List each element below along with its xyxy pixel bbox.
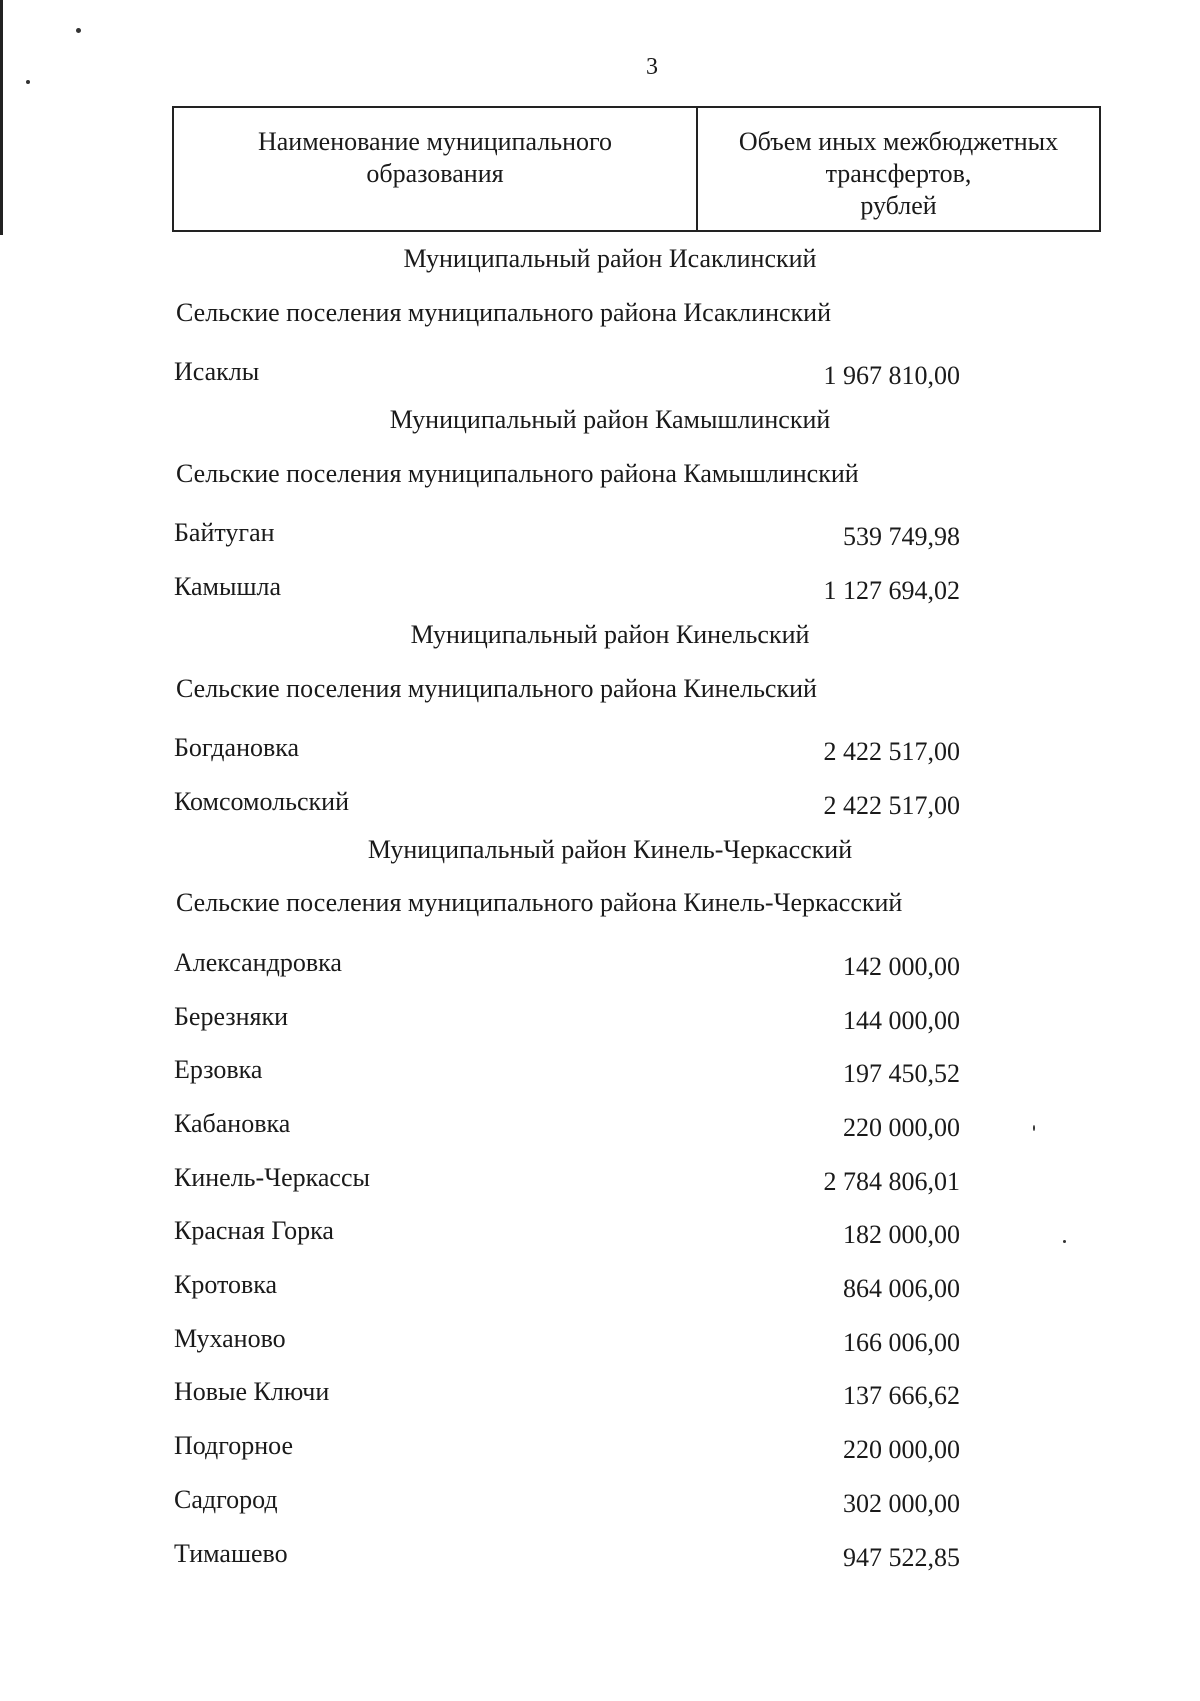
transfer-amount: 144 000,00 [843,1005,960,1035]
table-row [0,1099,1200,1153]
transfer-amount: 539 749,98 [843,522,960,552]
settlement-name: Кабановка [174,1109,291,1138]
settlement-name: Муханово [174,1323,286,1353]
settlement-name: Александровка [174,947,342,977]
amount-column-header-line: трансфертов, [825,159,972,188]
settlement-name: Ерзовка [174,1055,263,1085]
settlement-name: Тимашево [174,1538,288,1568]
transfer-amount: 166 006,00 [843,1327,960,1357]
scan-speck [26,80,30,84]
transfer-amount: 1 127 694,02 [823,576,960,606]
settlement-name: Байтуган [174,518,275,548]
table-row [0,1314,1200,1368]
transfer-amount: 182 000,00 [843,1220,960,1250]
transfer-amount: 220 000,00 [843,1113,960,1142]
settlement-name: Березняки [174,1001,289,1031]
table-row [0,938,1200,992]
table-header [172,106,1101,232]
district-heading: Муниципальный район Кинель-Черкасский [367,834,853,864]
name-column-header [174,108,698,230]
table-row [0,347,1200,401]
settlement-name: Кротовка [174,1270,278,1300]
transfer-amount: 142 000,00 [843,951,960,981]
table-row [0,1206,1200,1260]
transfer-amount: 220 000,00 [843,1435,960,1465]
transfer-list [0,240,1200,1582]
transfer-amount: 2 422 517,00 [823,790,960,820]
table-row [0,992,1200,1046]
district-heading: Муниципальный район Исаклинский [403,244,817,273]
settlements-subheading: Сельские поселения муниципального района Камышлинский [176,458,859,488]
settlement-name: Кинель-Черкассы [174,1162,370,1192]
settlements-subheading: Сельские поселения муниципального района Кинель-Черкасский [176,888,903,918]
settlement-name: Подгорное [174,1431,294,1461]
settlement-name: Богдановка [174,733,300,763]
table-row [0,1475,1200,1529]
scan-edge-artifact [0,0,3,235]
settlement-name: Комсомольский [174,786,349,816]
transfer-amount: 302 000,00 [843,1488,960,1518]
settlement-name: Исаклы [174,357,260,387]
page-number: 3 [646,54,658,80]
district-heading: Муниципальный район Кинельский [410,619,810,649]
settlement-name: Камышла [174,572,281,602]
table-row [0,777,1200,831]
table-row [0,508,1200,562]
table-row [0,1529,1200,1583]
settlements-subheading: Сельские поселения муниципального района Исаклинский [176,297,831,327]
settlement-name: Новые Ключи [174,1377,330,1407]
transfer-amount: 2 422 517,00 [823,737,960,767]
name-column-header-line: образования [366,159,504,188]
transfer-amount: 2 784 806,01 [823,1166,960,1196]
scan-speck [76,28,81,33]
transfer-amount: 137 666,62 [843,1381,960,1411]
settlements-subheading: Сельские поселения муниципального района Кинельский [176,673,817,703]
transfer-amount: 864 006,00 [843,1274,960,1304]
transfer-amount: 1 967 810,00 [823,361,960,391]
transfer-amount: 197 450,52 [843,1059,960,1089]
name-column-header-line: Наименование муниципального [257,127,613,156]
amount-column-header [698,108,1099,230]
table-row [0,1367,1200,1421]
amount-column-header-line: рублей [860,191,937,220]
table-row [0,1045,1200,1099]
table-row [0,562,1200,616]
table-row [0,1421,1200,1475]
amount-column-header-line: Объем иных межбюджетных [738,127,1059,156]
district-heading: Муниципальный район Камышлинский [389,405,831,435]
table-row [0,1260,1200,1314]
table-row [0,1153,1200,1207]
settlement-name: Красная Горка [174,1216,334,1246]
settlement-name: Садгород [174,1484,278,1514]
transfer-amount: 947 522,85 [843,1542,960,1572]
table-row [0,723,1200,777]
